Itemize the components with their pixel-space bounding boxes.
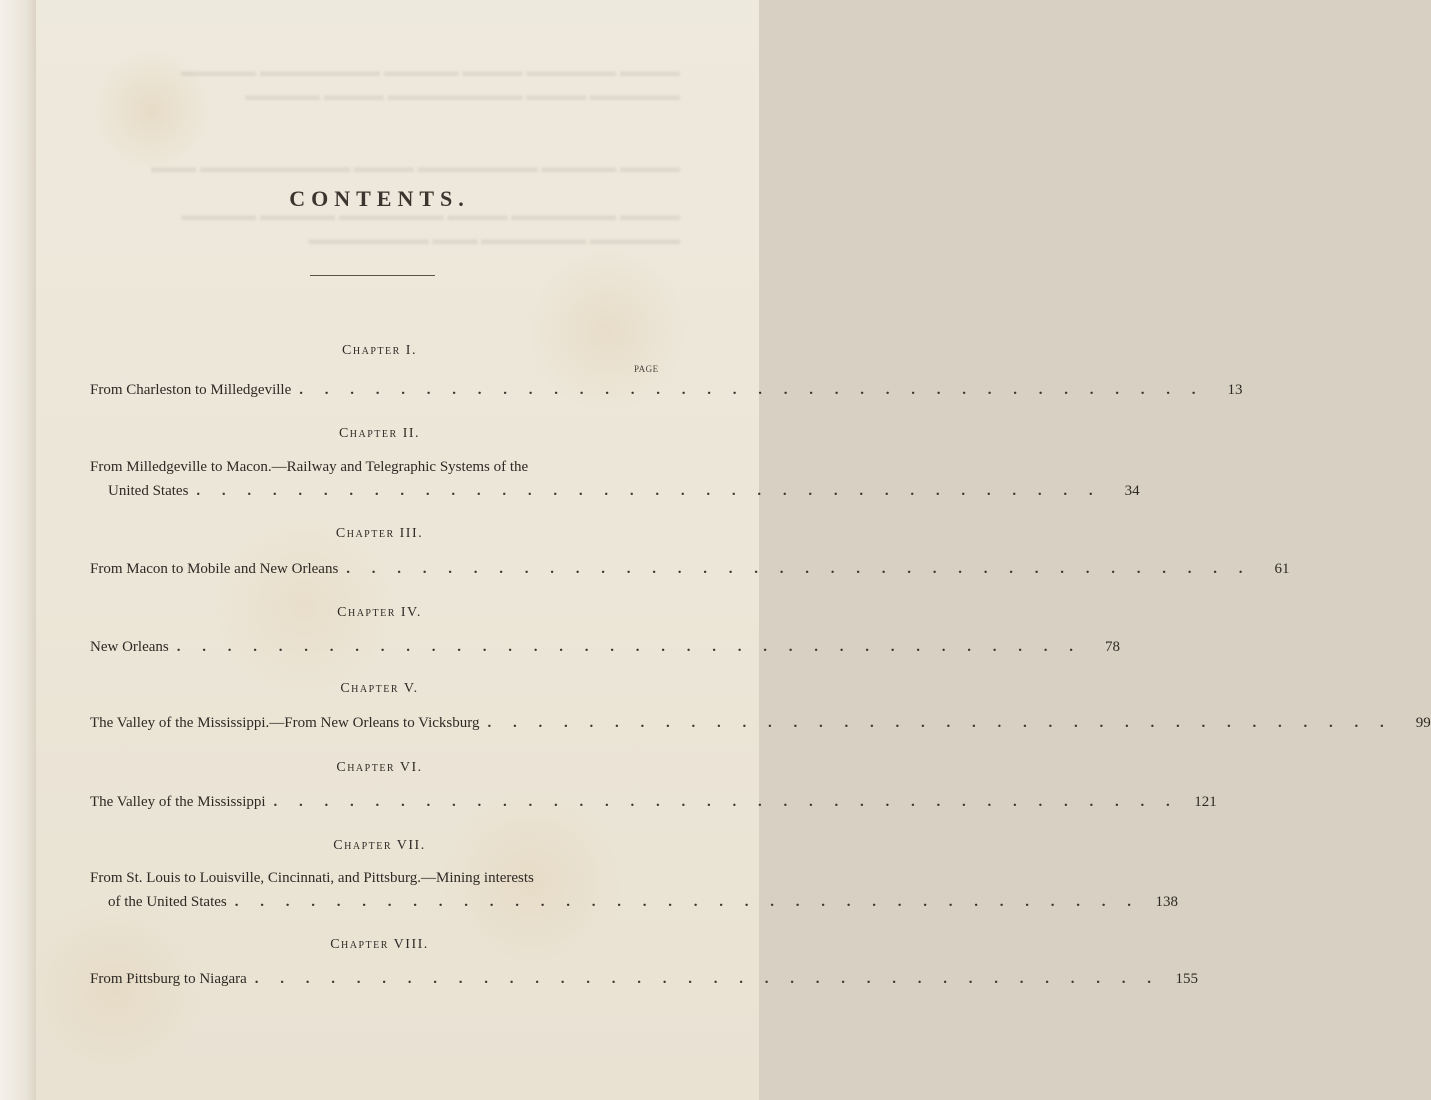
page-gutter [0, 0, 36, 1100]
show-through-bleed: ▬▬▬▬ ▬▬▬▬▬▬ ▬▬▬▬ ▬▬▬▬▬ ▬▬▬▬▬▬▬▬ ▬▬▬▬▬ ▬▬▬▬▬▬ ▬▬▬▬ ▬▬▬▬▬▬▬▬▬ ▬▬▬▬ ▬▬▬▬▬ ▬▬▬▬ ▬▬▬▬▬ ▬▬▬▬▬▬▬▬ ▬▬▬▬ ▬▬▬▬▬▬▬▬▬▬ ▬▬▬ ▬▬▬▬ ▬▬▬▬▬▬▬ ▬▬▬▬ ▬▬▬▬▬▬▬ ▬▬▬▬▬ ▬▬▬▬▬ ▬▬▬▬▬▬ ▬▬▬▬▬▬▬ ▬▬▬ ▬▬▬▬▬▬▬▬ [151, 64, 680, 248]
entry-title: From St. Louis to Louisville, Cincinnati, and Pittsburg.—Mining interests [90, 870, 534, 886]
page-number: 121 [1194, 794, 1217, 810]
leader-dots: . . . . . . . . . . . . . . . . . . . . . . . . . . . . . . . . . . . . [234, 894, 1140, 910]
entry-title-cont: of the United States [108, 894, 227, 910]
leader-dots: . . . . . . . . . . . . . . . . . . . . . . . . . . . . . . . . . . . . [273, 794, 1179, 810]
leader-dots: . . . . . . . . . . . . . . . . . . . . . . . . . . . . . . . . . . . . [254, 971, 1161, 987]
leader-dots: . . . . . . . . . . . . . . . . . . . . . . . . . . . . . . . . . . . . [346, 561, 1252, 577]
entry-title: The Valley of the Mississippi.—From New Orleans to Vicksburg [90, 715, 480, 731]
entry-title: From Milledgeville to Macon.—Railway and Telegraphic Systems of the [90, 459, 529, 475]
page-number: 155 [1175, 971, 1199, 987]
leader-dots: . . . . . . . . . . . . . . . . . . . . . . . . . . . . . . . . . . . . [176, 639, 1082, 655]
leader-dots: . . . . . . . . . . . . . . . . . . . . . . . . . . . . . . . . . . . . [196, 483, 1102, 499]
entry-title: From Charleston to Milledgeville [90, 382, 292, 398]
entry-title: New Orleans [90, 639, 169, 655]
toc-entry[interactable] [90, 557, 1290, 581]
toc-entry[interactable] [90, 635, 1120, 659]
chapter-heading: Chapter VII. [333, 838, 426, 853]
page-column-label: PAGE [634, 364, 659, 374]
entry-title: From Macon to Mobile and New Orleans [90, 561, 339, 577]
page-title: CONTENTS. [289, 186, 470, 211]
leader-dots: . . . . . . . . . . . . . . . . . . . . . . . . . . . . . . . . . . . . [487, 715, 1393, 731]
page-number: 138 [1155, 894, 1178, 910]
page-number: 34 [1124, 483, 1140, 499]
toc-entry[interactable] [90, 711, 1431, 735]
page-number: 61 [1274, 561, 1290, 577]
entry-title: The Valley of the Mississippi [90, 794, 266, 810]
toc-entry[interactable] [90, 790, 1217, 814]
chapter-heading: Chapter II. [338, 426, 421, 441]
chapter-heading: Chapter V. [340, 681, 419, 696]
page-number: 99 [1415, 715, 1431, 731]
page-number: 78 [1104, 639, 1120, 655]
chapter-heading: Chapter VIII. [330, 937, 429, 952]
entry-title-cont: United States [108, 483, 189, 499]
chapter-heading: Chapter IV. [337, 605, 422, 620]
toc-entry[interactable] [90, 866, 1178, 914]
chapter-heading: Chapter I. [342, 343, 417, 358]
page-number: 13 [1227, 382, 1243, 398]
toc-entry[interactable] [90, 455, 1140, 503]
chapter-heading: Chapter III. [335, 526, 424, 541]
toc-entry[interactable] [90, 967, 1199, 991]
chapter-heading: Chapter VI. [336, 760, 423, 775]
leader-dots: . . . . . . . . . . . . . . . . . . . . . . . . . . . . . . . . . . . . [299, 382, 1205, 398]
toc-entry[interactable] [90, 378, 1243, 402]
entry-title: From Pittsburg to Niagara [90, 971, 247, 987]
title-divider [310, 275, 435, 276]
